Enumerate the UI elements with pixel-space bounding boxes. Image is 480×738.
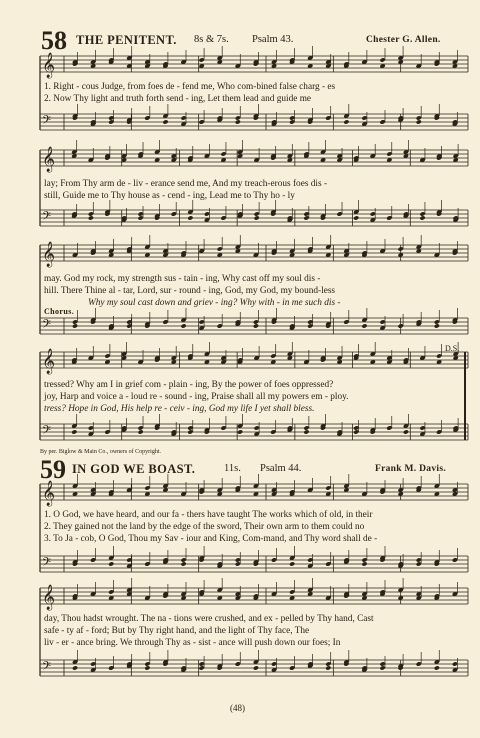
treble-clef-icon: 𝄞 [42,53,56,78]
bass-clef-icon: 𝄢 [42,424,52,440]
hymn-58-s3-verse-2: hill. There Thine al - tar, Lord, sur - round - ing, God, my God, my bound-less [44,286,336,296]
bass-clef-icon: 𝄢 [42,660,52,676]
hymn-58-s3-chorus: Why my soul cast down and griev - ing? Why with - in me such dis - [88,298,341,308]
hymn-58-s2-verse-1: lay; From Thy arm de - liv - erance send me, And my treach-erous foes dis - [44,179,328,189]
bass-clef-icon: 𝄢 [42,114,52,130]
hymn-58-meter: 8s & 7s. [194,34,229,45]
hymn-58-author: Chester G. Allen. [366,35,441,45]
hymn-58-title: THE PENITENT. [76,33,177,47]
hymn-59-psalm: Psalm 44. [260,463,302,474]
ds-marking: D.S. [445,344,460,353]
hymn-58-s4-verse-2: joy, Harp and voice a - loud re - sound - ing, Praise shall all my powers em - ploy. [44,392,349,402]
hymn-58-s3-verse-1: may. God my rock, my strength sus - tain - ing, Why cast off my soul dis - [44,274,321,284]
hymn-58-number: 58 [41,26,67,55]
treble-clef-icon: 𝄞 [42,585,56,610]
hymn-59-author: Frank M. Davis. [375,464,446,474]
hymn-58-s4-verse-1: tressed? Why am I in grief com - plain - ing, By the power of foes oppressed? [44,380,334,390]
hymn-58-s1-verse-1: 1. Right - cous Judge, from foes de - fend me, Who com-bined false charg - es [44,82,336,92]
treble-clef-icon: 𝄞 [42,242,56,267]
hymn-59-s2-verse-2: safe - ty af - ford; But by Thy right hand, and the light of Thy face, The [44,626,310,636]
hymn-59-title: IN GOD WE BOAST. [72,462,196,476]
chorus-label: Chorus. [44,307,75,316]
hymn-59-meter: 11s. [224,463,241,474]
hymn-58-psalm: Psalm 43. [252,34,294,45]
copyright-note: By per. Biglow & Main Co., owners of Copyright. [40,449,161,455]
treble-clef-icon: 𝄞 [42,147,56,172]
hymn-59-s2-verse-3: liv - er - ance bring. We through Thy as - sist - ance will push down our foes; In [44,638,341,648]
treble-clef-icon: 𝄞 [42,349,56,374]
hymn-59-s1-verse-3: 3. To Ja - cob, O God, Thou my Sav - iour and King, Com-mand, and Thy word shall de - [44,534,378,544]
hymn-59-s1-verse-1: 1. O God, we have heard, and our fa - thers have taught The works which of old, in their [44,510,373,520]
hymn-58-s4-chorus: tress? Hope in God, His help re - ceiv - ing, God my life I yet shall bless. [44,404,315,414]
bass-clef-icon: 𝄢 [42,556,52,572]
hymn-59-s1-verse-2: 2. They gained not the land by the edge of the sword, Their own arm to them could no [44,522,365,532]
hymn-58-s2-verse-2: still, Guide me to Thy house as - cend - ing, Lead me to Thy ho - ly [44,191,295,201]
treble-clef-icon: 𝄞 [42,481,56,506]
bass-clef-icon: 𝄢 [42,318,52,334]
hymn-58-s1-verse-2: 2. Now Thy light and truth forth send - ing, Let them lead and guide me [44,94,312,104]
hymn-59-number: 59 [40,455,66,484]
hymn-59-s2-verse-1: day, Thou hadst wrought. The na - tions were crushed, and ex - pelled by Thy hand, Cast [44,614,374,624]
page-number: (48) [230,703,245,713]
bass-clef-icon: 𝄢 [42,210,52,226]
